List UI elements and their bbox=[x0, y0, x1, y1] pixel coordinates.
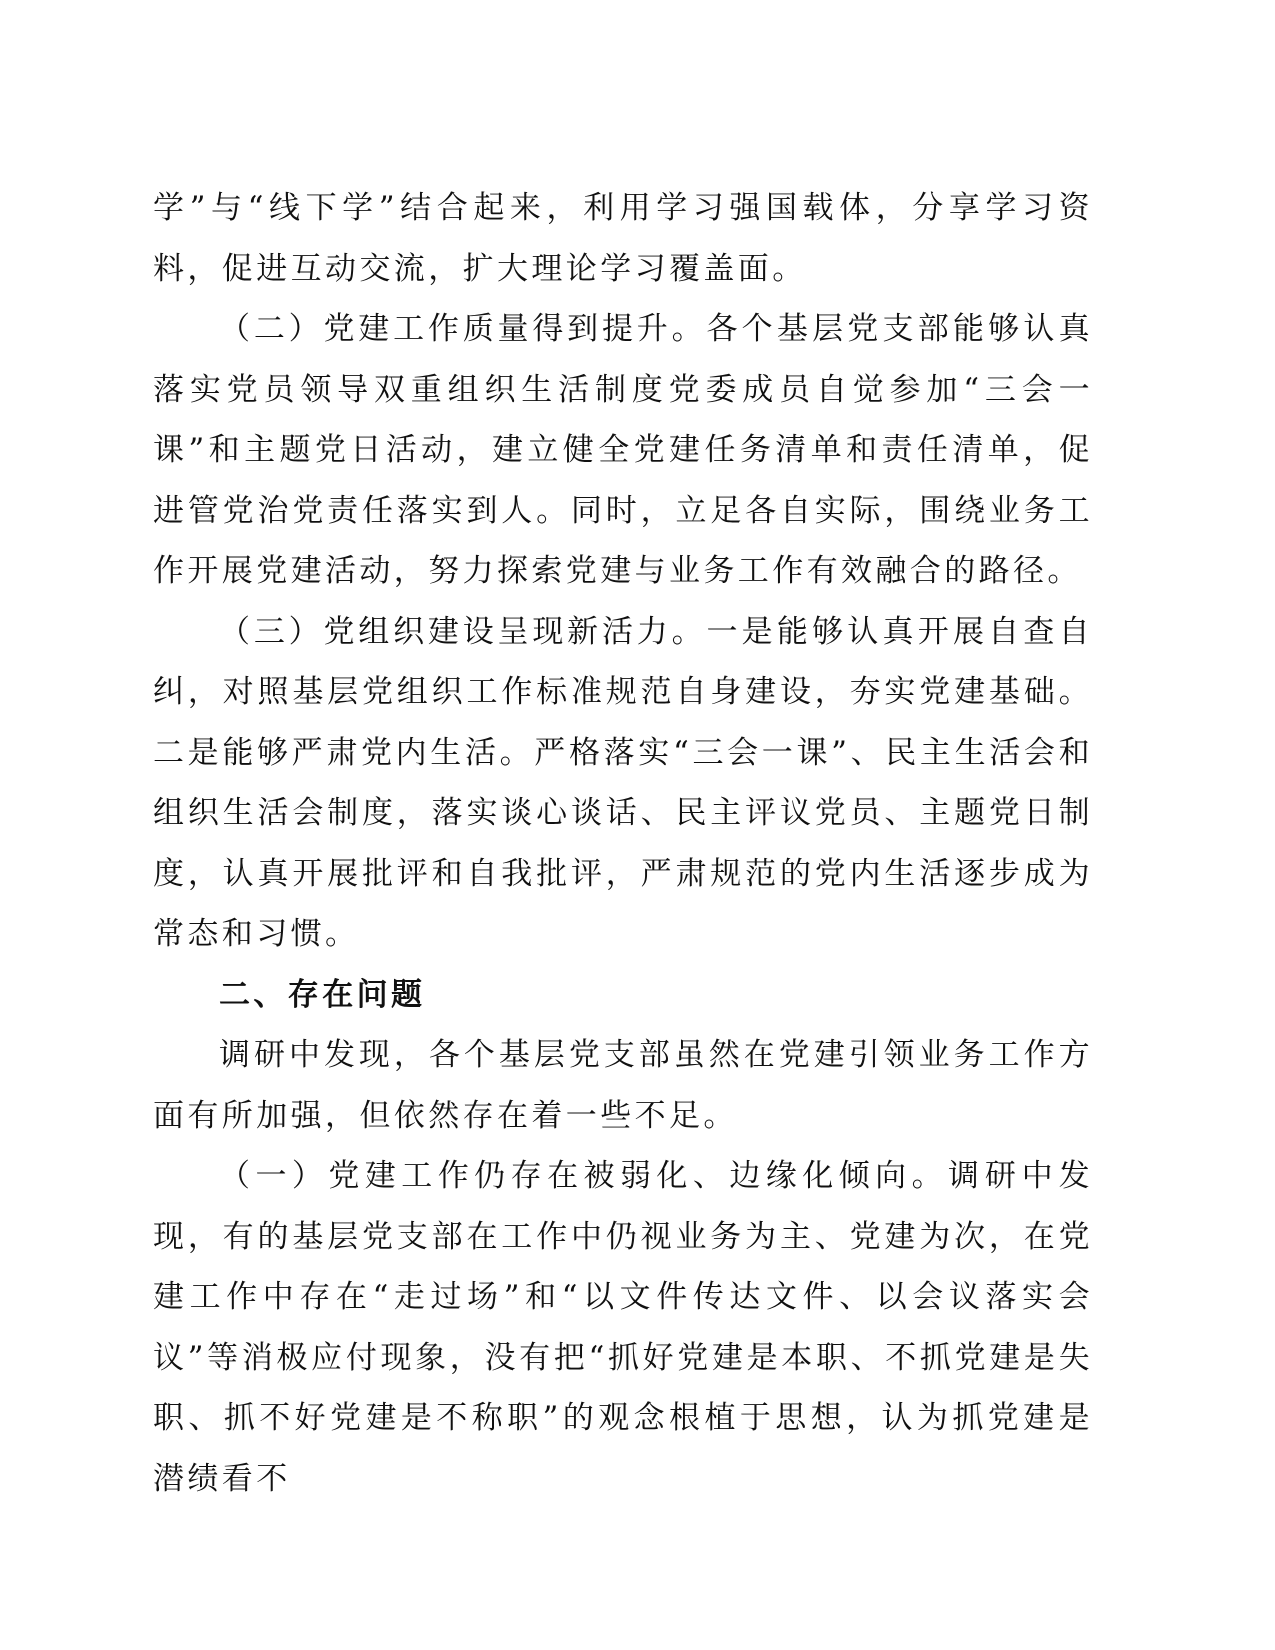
paragraph-vitality bbox=[153, 602, 1093, 965]
paragraph-weakened bbox=[153, 1146, 1093, 1509]
paragraph-weakened-lead: （一）党建工作仍存在被弱化、边缘化倾向。 bbox=[219, 1158, 949, 1194]
paragraph-vitality-lead: （三）党组织建设呈现新活力。 bbox=[219, 613, 707, 650]
paragraph-quality-body: 各个基层党支部能够认真落实党员领导双重组织生活制度党委成员自觉参加“三会一课”和主题党日活动，建立健全党建任务清单和责任清单，促进管党治党责任落实到人。同时，立足各自实际，围绕业务工作开展党建活动，努力探索党建与业务工作有效融合的路径。 bbox=[153, 311, 1094, 589]
paragraph-continuation: 学”与“线下学”结合起来，利用学习强国载体，分享学习资料，促进互动交流，扩大理论学习覆盖面。 bbox=[153, 190, 1093, 287]
paragraph-vitality-body: 一是能够认真开展自查自纠，对照基层党组织工作标准规范自身建设，夯实党建基础。二是能够严肃党内生活。严格落实“三会一课”、民主生活会和组织生活会制度，落实谈心谈话、民主评议党员、主题党日制度，认真开展批评和自我批评，严肃规范的党内生活逐步成为常态和习惯。 bbox=[153, 613, 1094, 952]
section-heading-problems: 二、存在问题 bbox=[219, 976, 426, 1013]
document-page bbox=[153, 178, 1093, 1509]
paragraph-quality bbox=[153, 299, 1093, 602]
paragraph-problems-intro: 调研中发现，各个基层党支部虽然在党建引领业务工作方面有所加强，但依然存在着一些不足。 bbox=[153, 1037, 1093, 1134]
paragraph-weakened-body: 调研中发现，有的基层党支部在工作中仍视业务为主、党建为次，在党建工作中存在“走过场”和“以文件传达文件、以会议落实会议”等消极应付现象，没有把“抓好党建是本职、不抓党建是失职、抓不好党建是不称职”的观念根植于思想，认为抓党建是潜绩看不 bbox=[153, 1158, 1094, 1497]
paragraph-quality-lead: （二）党建工作质量得到提升。 bbox=[219, 311, 707, 347]
